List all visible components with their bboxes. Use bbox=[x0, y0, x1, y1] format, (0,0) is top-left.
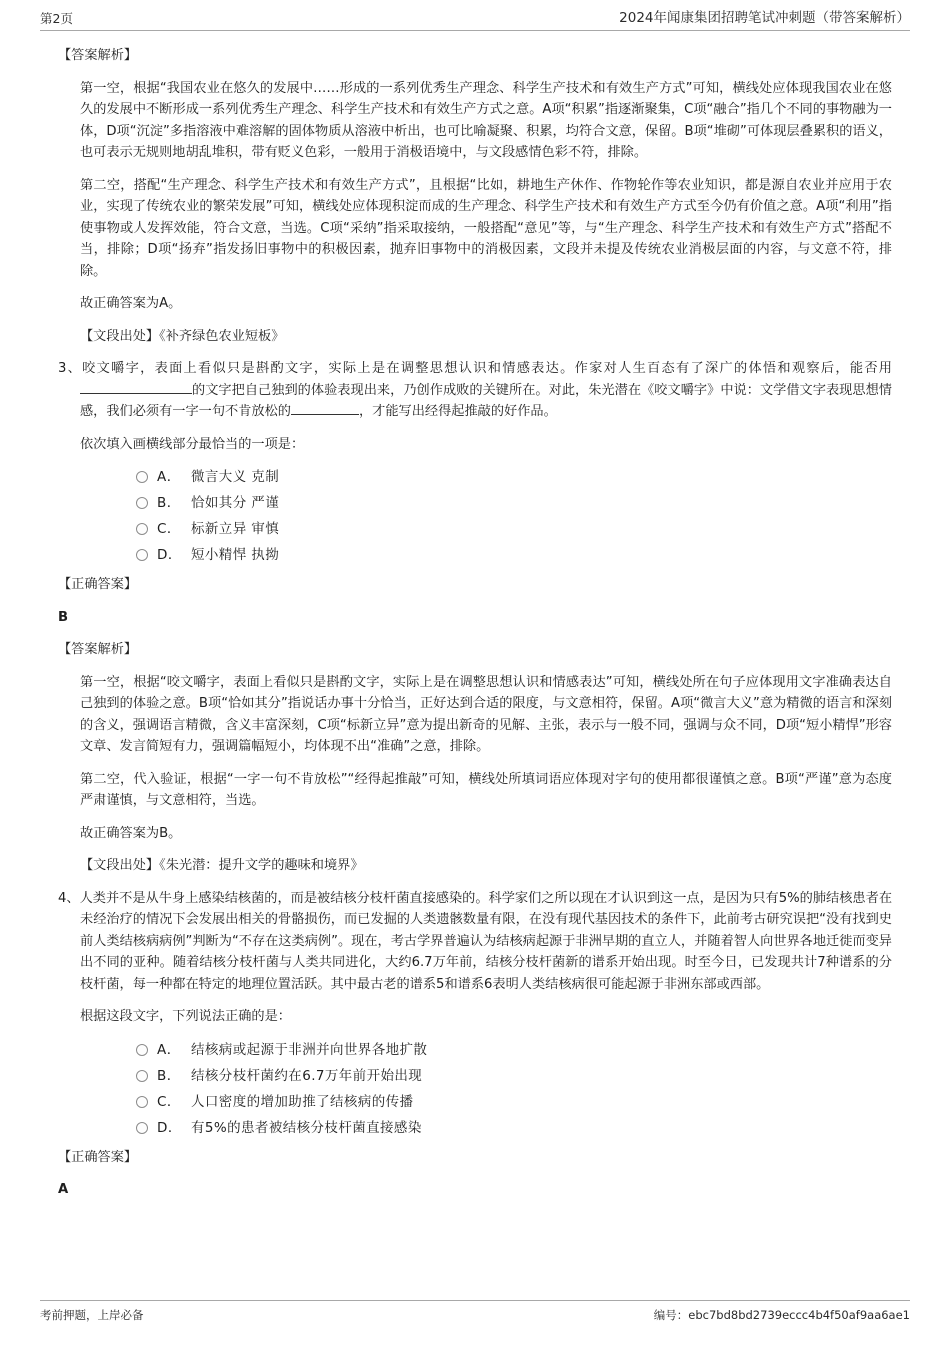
q4-option-c-key: C． bbox=[157, 1093, 181, 1110]
question-4 bbox=[58, 888, 892, 1201]
document-title: 2024年闻康集团招聘笔试冲刺题（带答案解析） bbox=[619, 10, 910, 26]
document-body bbox=[40, 31, 910, 1201]
q4-option-c[interactable] bbox=[136, 1091, 892, 1113]
q2-analysis-paragraph-1: 第一空，根据“我国农业在悠久的发展中……形成的一系列优秀生产理念、科学生产技术和有效生产方式”可知，横线处应体现我国农业在悠久的发展中不断形成一系列优秀生产理念、科学生产技术和有效生产方式之意。A项“积累”指逐渐聚集，C项“融合”指几个不同的事物融为一体，D项“沉淀”多指溶液中难溶解的固体物质从溶液中析出，也可比喻凝聚、积累，均符合文意，保留。B项“堆砌”可体现层叠累积的语义，也可表示无规则地胡乱堆积，带有贬义色彩，一般用于消极语境中，与文段感情色彩不符，排除。 bbox=[80, 80, 892, 161]
q3-number: 3、 bbox=[58, 361, 83, 377]
q3-stem-part-3: ，才能写出经得起推敲的好作品。 bbox=[359, 404, 557, 420]
page-footer bbox=[40, 1300, 910, 1323]
radio-button-icon[interactable] bbox=[136, 1096, 148, 1108]
q3-stem-part-2: 的文字把自己独到的体验表现出来，乃创作成败的关键所在。对此，朱光潜在《咬文嚼字》中说：文学借文字表现思想情感，我们必须有一字一句不肯放松的 bbox=[80, 382, 892, 420]
page-header bbox=[40, 0, 910, 31]
q3-option-b-text: 恰如其分 严谨 bbox=[191, 495, 280, 512]
q3-answer-label: 【正确答案】 bbox=[58, 577, 138, 593]
q4-prompt: 根据这段文字，下列说法正确的是： bbox=[80, 1009, 291, 1025]
q3-stem bbox=[58, 358, 892, 423]
q3-answer-value: B bbox=[58, 609, 69, 625]
radio-button-icon[interactable] bbox=[136, 549, 148, 561]
radio-button-icon[interactable] bbox=[136, 1044, 148, 1056]
q3-option-d[interactable] bbox=[136, 544, 892, 566]
q4-option-a[interactable] bbox=[136, 1039, 892, 1061]
q3-option-c-text: 标新立异 审慎 bbox=[191, 521, 280, 538]
q3-blank-2 bbox=[291, 401, 359, 415]
q3-analysis-paragraph-2: 第二空，代入验证，根据“一字一句不肯放松”“经得起推敲”可知，横线处所填词语应体现对字句的使用都很谨慎之意。B项“严谨”意为态度严肃谨慎，与文意相符，当选。 bbox=[80, 771, 892, 809]
q4-option-b-text: 结核分枝杆菌约在6.7万年前开始出现 bbox=[191, 1067, 423, 1084]
question-3 bbox=[58, 358, 892, 877]
q4-stem bbox=[58, 888, 892, 996]
q2-analysis-paragraph-2: 第二空，搭配“生产理念、科学生产技术和有效生产方式”，且根据“比如，耕地生产休作、作物轮作等农业知识，都是源自农业并应用于农业，实现了传统农业的繁荣发展”可知，横线处应体现积淀而成的生产理念、科学生产技术和有效生产方式至今仍有价值之意。A项“利用”指使事物或人发挥效能，符合文意，当选。C项“采纳”指采取接纳，一般搭配“意见”等，与“生产理念、科学生产技术和有效生产方式”搭配不当，排除；D项“扬弃”指发扬旧事物中的积极因素，抛弃旧事物中的消极因素，文段并未提及传统农业消极层面的内容，与文意不符，排除。 bbox=[80, 177, 892, 279]
q3-option-c-key: C． bbox=[157, 521, 181, 538]
q4-option-b-key: B． bbox=[157, 1067, 181, 1084]
q3-option-a[interactable] bbox=[136, 466, 892, 488]
q3-option-a-key: A． bbox=[157, 469, 181, 486]
radio-button-icon[interactable] bbox=[136, 471, 148, 483]
footer-code bbox=[654, 1307, 910, 1323]
q3-analysis-paragraph-1: 第一空，根据“咬文嚼字，表面上看似只是斟酌文字，实际上是在调整思想认识和情感表达”可知，横线处所在句子应体现用文字准确表达自己独到的体验之意。B项“恰如其分”指说话办事十分恰当，正好达到合适的限度，与文意相符，保留。A项“微言大义”意为精微的语言和深刻的含义，强调语言精微，含义丰富深刻，C项“标新立异”意为提出新奇的见解、主张，表示与一般不同，强调与众不同，D项“短小精悍”形容文章、发言简短有力，强调篇幅短小，均体现不出“准确”之意，排除。 bbox=[80, 674, 892, 755]
q4-answer-value: A bbox=[58, 1182, 69, 1198]
q3-analysis-label: 【答案解析】 bbox=[58, 642, 138, 658]
q3-option-c[interactable] bbox=[136, 518, 892, 540]
q2-source-label: 【文段出处】 bbox=[80, 328, 160, 344]
q4-option-c-text: 人口密度的增加助推了结核病的传播 bbox=[191, 1093, 414, 1110]
footer-code-value: ebc7bd8bd2739eccc4b4f50af9aa6ae1 bbox=[688, 1308, 910, 1322]
q2-analysis-label: 【答案解析】 bbox=[58, 48, 138, 64]
q2-source bbox=[58, 326, 892, 348]
footer-code-label: 编号： bbox=[653, 1308, 689, 1322]
q3-blank-1 bbox=[80, 380, 192, 394]
footer-slogan: 考前押题，上岸必备 bbox=[40, 1308, 144, 1322]
q3-option-b-key: B． bbox=[157, 495, 181, 512]
q4-option-d-text: 有5%的患者被结核分枝杆菌直接感染 bbox=[191, 1119, 422, 1136]
radio-button-icon[interactable] bbox=[136, 1070, 148, 1082]
q4-stem-text: 人类并不是从牛身上感染结核菌的，而是被结核分枝杆菌直接感染的。科学家们之所以现在才认识到这一点，是因为只有5%的肺结核患者在未经治疗的情况下会发展出相关的骨骼损伤，而已发掘的人类遗骸数量有限，在没有现代基因技术的条件下，此前考古研究误把“没有找到史前人类结核病病例”判断为“不存在这类病例”。现在，考古学界普遍认为结核病起源于非洲早期的直立人，并随着智人向世界各地迁徙而变异出不同的亚种。随着结核分枝杆菌与人类共同进化，大约6.7万年前，结核分枝杆菌新的谱系开始出现。时至今日，已发现共计7种谱系的分枝杆菌，每一种都在特定的地理位置活跃。其中最古老的谱系5和谱系6表明人类结核病很可能起源于非洲东部或西部。 bbox=[79, 890, 893, 992]
q4-number: 4、 bbox=[58, 890, 80, 906]
q4-option-d[interactable] bbox=[136, 1117, 892, 1139]
q3-option-a-text: 微言大义 克制 bbox=[191, 469, 280, 486]
q2-conclusion: 故正确答案为A。 bbox=[80, 296, 182, 312]
q3-source-label: 【文段出处】 bbox=[80, 858, 160, 874]
q4-option-d-key: D． bbox=[157, 1119, 182, 1136]
q3-options bbox=[58, 466, 892, 566]
q3-conclusion: 故正确答案为B。 bbox=[80, 825, 182, 841]
q4-option-a-key: A． bbox=[157, 1041, 181, 1058]
q4-options bbox=[58, 1039, 892, 1139]
q4-option-b[interactable] bbox=[136, 1065, 892, 1087]
page-number-label: 第2页 bbox=[40, 11, 73, 27]
radio-button-icon[interactable] bbox=[136, 497, 148, 509]
q3-option-d-key: D． bbox=[157, 547, 182, 564]
q3-source-title: 《朱光潜：提升文学的趣味和境界》 bbox=[159, 858, 364, 874]
q3-prompt: 依次填入画横线部分最恰当的一项是： bbox=[80, 436, 305, 452]
q3-stem-part-1: 咬文嚼字，表面上看似只是斟酌文字，实际上是在调整思想认识和情感表达。作家对人生百态有了深广的体悟和观察后，能否用 bbox=[82, 361, 892, 377]
q4-answer-label: 【正确答案】 bbox=[58, 1149, 138, 1165]
q2-source-title: 《补齐绿色农业短板》 bbox=[159, 328, 285, 344]
q3-option-d-text: 短小精悍 执拗 bbox=[191, 547, 280, 564]
radio-button-icon[interactable] bbox=[136, 1122, 148, 1134]
q3-option-b[interactable] bbox=[136, 492, 892, 514]
q4-option-a-text: 结核病或起源于非洲并向世界各地扩散 bbox=[191, 1041, 428, 1058]
radio-button-icon[interactable] bbox=[136, 523, 148, 535]
q3-source bbox=[58, 855, 892, 877]
